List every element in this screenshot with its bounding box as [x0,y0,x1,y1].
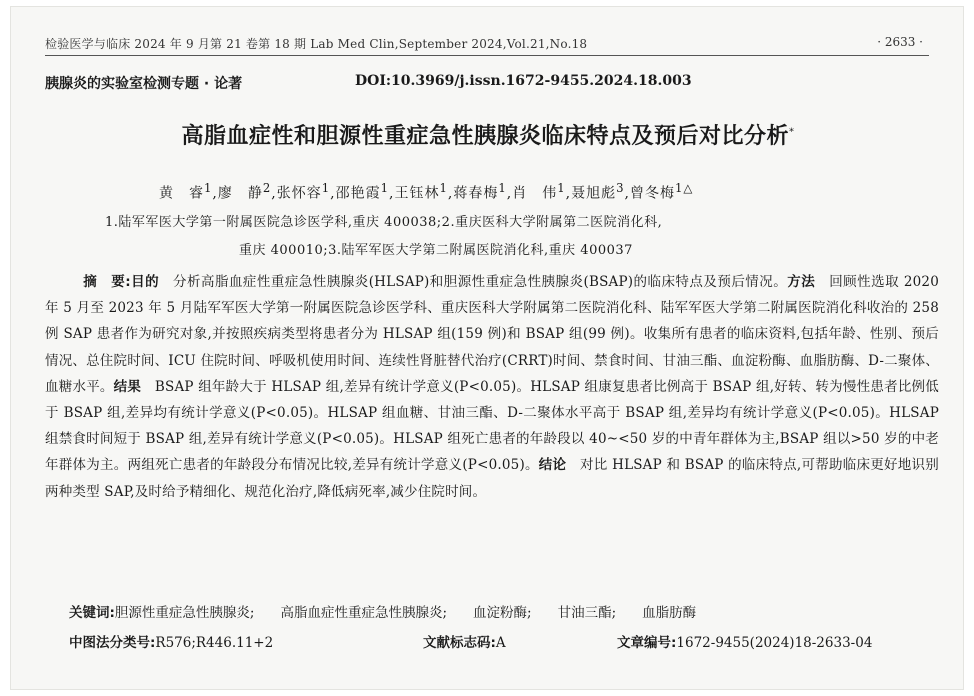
title-footnote-mark: * [789,126,795,138]
author-name: 黄 睿 [159,185,204,202]
keyword: 高脂血症性重症急性胰腺炎; [280,605,448,621]
clc-number [69,631,273,651]
article-no-value: 1672-9455(2024)18-2633-04 [676,635,873,651]
document-code [423,631,506,651]
article-no-label: 文章编号: [617,635,677,651]
journal-header: 检验医学与临床 2024 年 9 月第 21 卷第 18 期 Lab Med Clin,September 2024,Vol.21,No.18 [45,37,588,51]
results-text: BSAP 组年龄大于 HLSAP 组,差异有统计学意义(P<0.05)。HLSAP 组康复患者比例高于 BSAP 组,好转、转为慢性患者比例低于 BSAP 组,差异均有统计学意义(P<0.05)。HLSAP 组血糖、甘油三酯、D-二聚体水平高于 BSAP 组,差异均有统计学意义(P<0.05)。HLSAP 组禁食时间短于 BSAP 组,差异有统计学意义(P<0.05)。HLSAP 组死亡患者的年龄段以 40~<50 岁的中青年群体为主,BSAP 组以>50 岁的中老年群体为主。两组死亡患者的年龄段分布情况比较,差异有统计学意义(P<0.05)。 [45,378,939,474]
conclusion-text: 对比 HLSAP 和 BSAP 的临床特点,可帮助临床更好地识别两种类型 SAP,及时给予精细化、规范化治疗,降低病死率,减少住院时间。 [45,457,940,500]
author-name: 肖 伟 [512,185,558,202]
author-aff: 1 [557,181,566,195]
author-name: 廖 静 [217,185,263,202]
page-number: · 2633 · [877,35,923,49]
author-name: 张怀容 [276,185,322,202]
author-name: 邵艳霞 [335,185,381,202]
article-number [617,631,872,651]
paper-page [10,6,964,690]
doc-code-value: A [495,635,506,651]
author-aff: 1 [321,181,331,195]
author-aff: 3 [616,181,625,195]
affiliation-line-1: 1.陆军军医大学第一附属医院急诊医学科,重庆 400038;2.重庆医科大学附属第二医院消化科, [105,215,663,230]
methods-text: 回顾性选取 2020 年 5 月至 2023 年 5 月陆军军医大学第一附属医院急诊医学科、重庆医科大学附属第二医院消化科、陆军军医大学第二附属医院消化科收治的 258 例 SAP 患者作为研究对象,并按照疾病类型将患者分为 HLSAP 组(159 例)和 BSAP 组(99 例)。收集所有患者的临床资料,包括年龄、性别、预后情况、总住院时间、ICU 住院时间、呼吸机使用时间、连续性肾脏替代治疗(CRRT)时间、禁食时间、甘油三酯、血淀粉酶、血脂肪酶、D-二聚体、血糖水平。 [45,274,940,395]
author-aff: 1△ [675,181,694,195]
author-aff: 1 [439,181,448,195]
author-name: 王钰林 [394,185,440,202]
author-list: 黄 睿$^1$,廖 静$^2$,张怀容$^1$,邵艳霞$^1$,王钰林$^1$,蒋春梅$^1$,肖 伟$^1$,聂旭彪$^3$,曾冬梅$^{1\triangle}$ [159,181,694,202]
affiliation-line-2: 重庆 400010;3.陆军军医大学第二附属医院消化科,重庆 400037 [239,243,633,258]
author-aff: 1 [498,181,507,195]
author-name: 蒋春梅 [453,185,499,202]
keywords-label: 关键词: [69,605,115,621]
section-label: 胰腺炎的实验室检测专题 · 论著 [45,76,243,92]
author-name: 聂旭彪 [571,185,617,202]
results-label: 结果 [113,378,142,395]
methods-label: 方法 [787,274,816,290]
author-aff: 1 [204,181,213,195]
keyword: 血淀粉酶; [473,605,532,621]
keyword: 甘油三酯; [557,605,617,621]
author-name: 曾冬梅 [630,185,675,202]
clc-label: 中图法分类号: [69,635,156,651]
author-aff: 2 [262,181,272,195]
doi: DOI:10.3969/j.issn.1672-9455.2024.18.003 [355,73,692,89]
keywords [69,601,722,621]
keyword: 血脂肪酶 [642,605,697,621]
abstract [45,269,939,505]
conclusion-label: 结论 [538,457,567,474]
objective-label: 目的 [130,274,160,290]
objective-text: 分析高脂血症性重症急性胰腺炎(HLSAP)和胆源性重症急性胰腺炎(BSAP)的临床特点及预后情况。 [173,274,788,290]
header-rule [45,55,929,56]
abstract-label: 摘 要: [83,274,131,290]
clc-value: R576;R446.11+2 [155,635,274,651]
keyword: 胆源性重症急性胰腺炎; [114,605,255,621]
article-title [11,119,965,150]
title-text: 高脂血症性和胆源性重症急性胰腺炎临床特点及预后对比分析 [181,124,789,149]
author-aff: 1 [380,181,390,195]
doc-code-label: 文献标志码: [423,635,496,651]
